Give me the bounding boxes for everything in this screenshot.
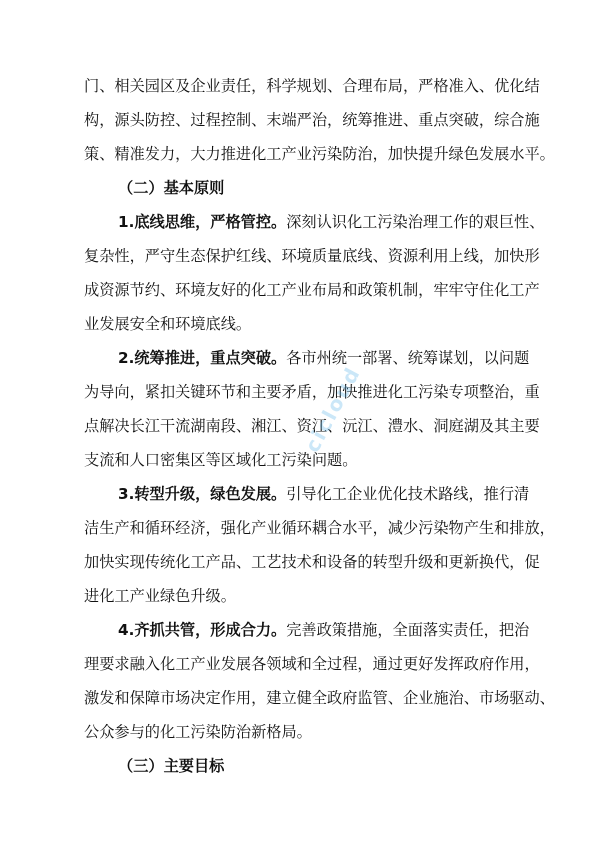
principle-4-line-2: 理要求融入化工产业发展各领域和全过程，通过更好发挥政府作用， [84,655,540,673]
watermark-text: cicloud [300,362,366,457]
principle-3-line-2: 洁生产和循环经济，强化产业循环耦合水平，减少污染物产生和排放， [84,519,555,537]
principle-4-line-4: 公众参与的化工污染防治新格局。 [84,723,312,741]
principle-2-text: 各市州统一部署、统筹谋划，以问题 [286,349,530,367]
principle-3-line-4: 进化工产业绿色升级。 [84,587,236,605]
principle-3-title: 3.转型升级，绿色发展。 [118,485,287,503]
principle-3-text: 引导化工企业优化技术路线，推行清 [286,485,530,503]
intro-line-1: 门、相关园区及企业责任，科学规划、合理布局，严格准入、优化结 [84,77,540,95]
section-heading-basic-principles: （二）基本原则 [118,179,225,197]
principle-1-text: 深刻认识化工污染治理工作的艰巨性、 [286,213,545,231]
principle-3-line-3: 加快实现传统化工产品、工艺技术和设备的转型升级和更新换代，促 [84,553,540,571]
principle-1-line-3: 成资源节约、环境友好的化工产业布局和政策机制，牢牢守住化工产 [84,281,540,299]
intro-line-3: 策、精准发力，大力推进化工产业污染防治，加快提升绿色发展水平。 [84,145,555,163]
principle-2-title: 2.统筹推进，重点突破。 [118,349,287,367]
principle-4-first-line [118,619,530,641]
intro-line-2: 构，源头防控、过程控制、末端严治，统筹推进、重点突破，综合施 [84,111,540,129]
principle-4-text: 完善政策措施，全面落实责任，把治 [286,621,530,639]
principle-1-line-4: 业发展安全和环境底线。 [84,315,252,333]
principle-4-title: 4.齐抓共管，形成合力。 [118,621,287,639]
principle-3-first-line [118,483,530,505]
principle-2-line-3: 点解决长江干流湖南段、湘江、资江、沅江、澧水、洞庭湖及其主要 [84,417,540,435]
principle-1-line-2: 复杂性，严守生态保护红线、环境质量底线、资源利用上线，加快形 [84,247,540,265]
principle-2-first-line [118,347,530,369]
section-heading-main-goals: （三）主要目标 [118,757,225,775]
principle-1-first-line [118,211,545,233]
principle-2-line-2: 为导向，紧扣关键环节和主要矛盾，加快推进化工污染专项整治，重 [84,383,540,401]
principle-2-line-4: 支流和人口密集区等区域化工污染问题。 [84,451,358,469]
principle-4-line-3: 激发和保障市场决定作用，建立健全政府监管、企业施治、市场驱动、 [84,689,555,707]
principle-1-title: 1.底线思维，严格管控。 [118,213,287,231]
